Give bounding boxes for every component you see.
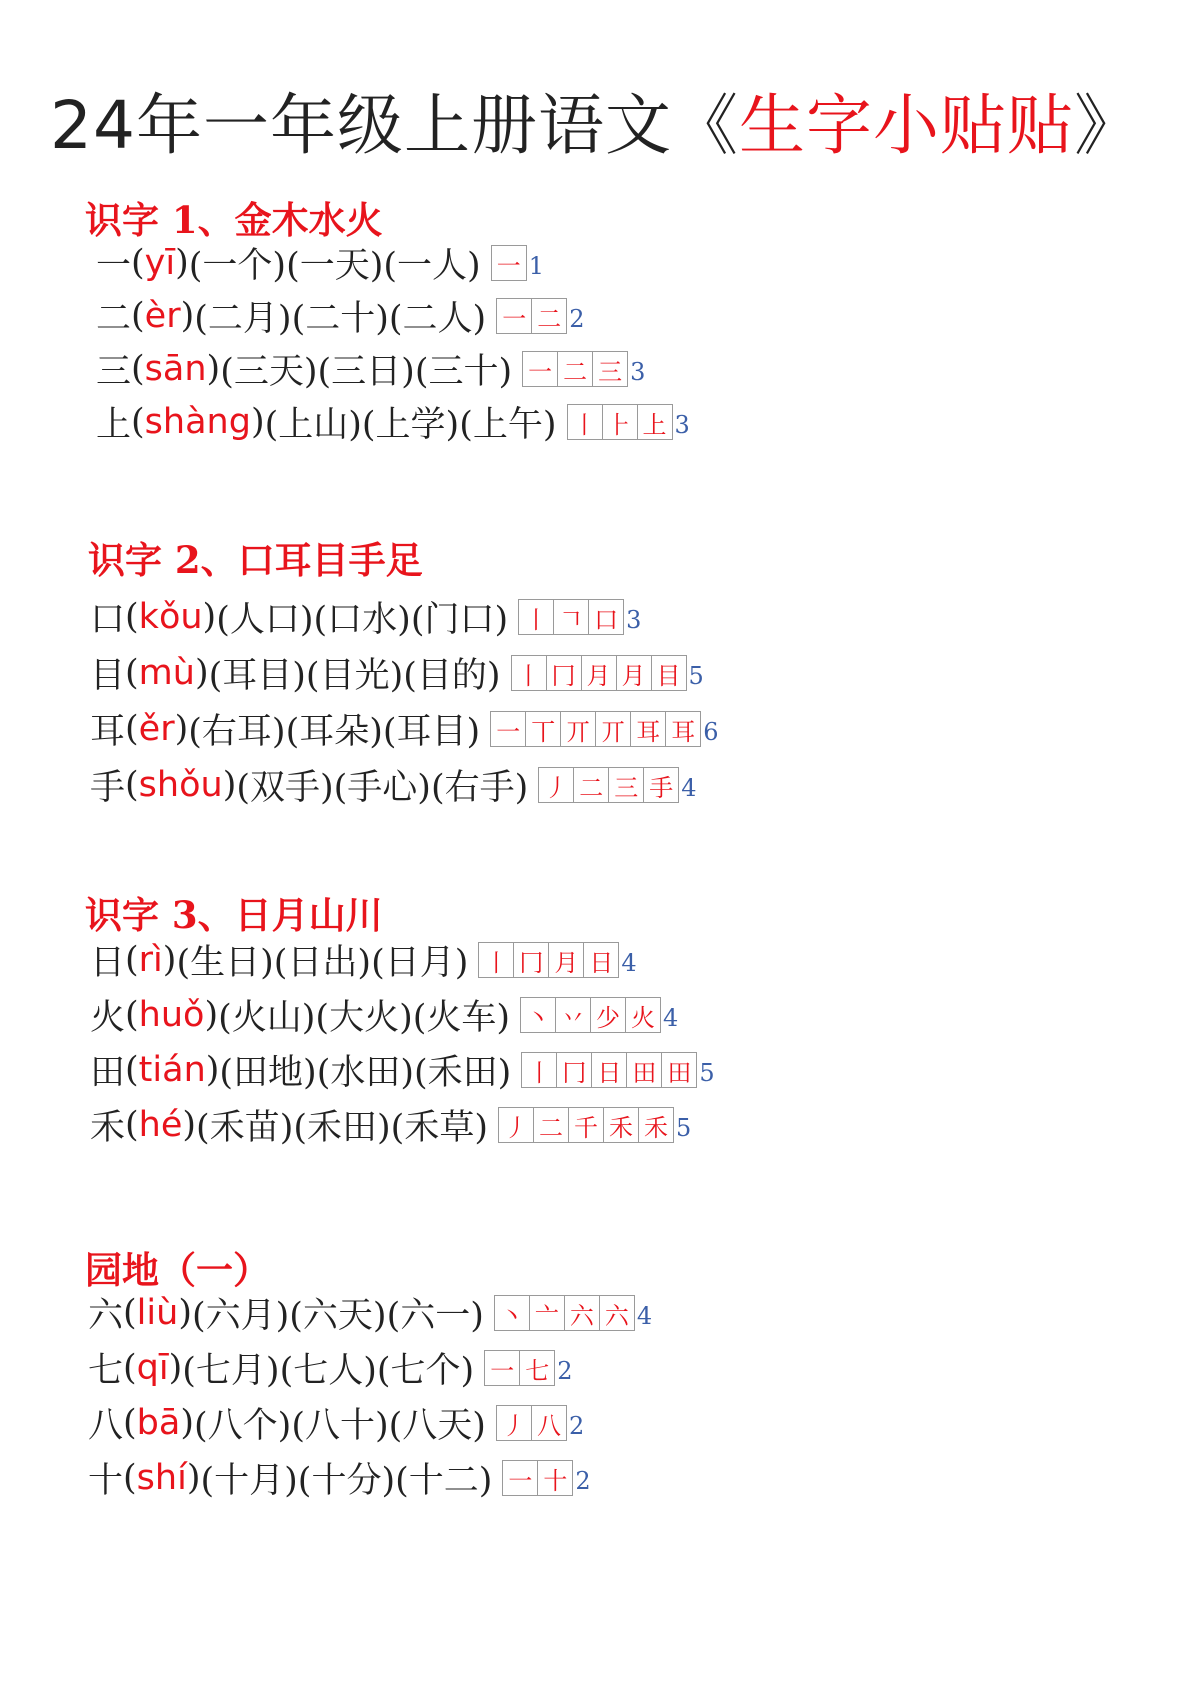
pinyin: hé [138,1105,183,1145]
word-group: (双手) [236,768,334,808]
character: 三 [96,352,132,392]
stroke-box [638,1107,674,1143]
word-group: (右耳) [188,712,286,752]
paren-close: ) [180,296,195,336]
stroke-glyph: 𠃍 [559,605,584,634]
pinyin: liù [136,1293,179,1333]
word-group: (上午) [459,405,557,445]
stroke-box [518,599,554,635]
pinyin: ěr [138,709,175,749]
stroke-box [661,1052,697,1088]
pinyin: sān [144,349,207,389]
word-group: (日出) [273,943,372,983]
character-row [90,1100,691,1150]
paren-close: ) [162,940,177,980]
character: 口 [90,600,126,640]
stroke-glyph: 六 [604,1301,629,1330]
word-group: (火车) [412,998,511,1038]
character-entry [96,291,486,341]
stroke-box [529,1295,565,1331]
stroke-box [590,997,626,1033]
stroke-glyph: 丨 [527,1058,552,1087]
stroke-box [522,351,558,387]
stroke-order-boxes [494,1295,634,1331]
word-group: (耳朵) [285,712,383,752]
pinyin: qī [136,1348,169,1388]
word-group: (田地) [219,1053,317,1093]
word-group: (三天) [220,352,318,392]
stroke-count: 4 [636,1302,653,1330]
stroke-order-boxes [496,298,566,334]
paren-close: ) [205,1050,220,1090]
stroke-glyph: 田 [632,1058,657,1087]
paren-close: ) [186,1458,201,1498]
character: 上 [96,405,132,445]
word-group: (目的) [403,656,501,696]
stroke-box [643,767,679,803]
stroke-glyph: 目 [656,661,681,690]
stroke-box [626,1052,662,1088]
word-group: (十二) [395,1461,493,1501]
character-entry [90,1045,511,1095]
stroke-box [588,599,624,635]
stroke-box [567,404,603,440]
character-row [90,990,678,1040]
stroke-box [511,655,547,691]
word-group: (三日) [317,352,415,392]
stroke-box [573,767,609,803]
pinyin: bā [136,1403,181,1443]
stroke-box [599,1295,635,1331]
stroke-count: 4 [621,949,637,977]
word-group: (二十) [291,299,389,339]
stroke-glyph: 十 [543,1466,568,1495]
stroke-glyph: 月 [554,948,579,977]
paren-open: ( [123,1293,137,1333]
paren-open: ( [131,349,145,389]
word-group: (目光) [305,656,404,696]
character-row [96,397,690,447]
stroke-order-boxes [521,1052,696,1088]
paren-close: ) [250,402,265,442]
stroke-box [637,404,673,440]
stroke-box [494,1295,530,1331]
stroke-glyph: 三 [598,357,623,386]
section-heading: 园地（一） [85,1248,270,1292]
paren-close: ) [175,243,189,283]
stroke-glyph: 手 [649,773,674,802]
character: 禾 [90,1108,126,1148]
stroke-count: 3 [630,358,646,386]
character-entry [88,1288,484,1338]
pinyin: rì [138,940,163,980]
stroke-order-boxes [478,942,618,978]
stroke-glyph: 六 [569,1301,594,1330]
stroke-box [595,711,631,747]
pinyin: èr [144,296,181,336]
stroke-count: 1 [528,252,544,280]
word-group: (耳目) [382,712,481,752]
stroke-glyph: 冂 [562,1058,587,1087]
stroke-box [553,599,589,635]
stroke-box [533,1107,569,1143]
paren-open: ( [123,1403,137,1443]
stroke-count: 5 [675,1114,692,1142]
paren-close: ) [204,995,219,1035]
character-row [90,760,697,810]
stroke-glyph: 月 [586,661,611,690]
word-group: (八个) [194,1406,292,1446]
stroke-glyph: 日 [589,948,614,977]
stroke-box [583,942,619,978]
stroke-order-boxes [490,711,700,747]
word-group: (门口) [410,600,509,640]
paren-open: ( [131,296,145,336]
word-group: (生日) [176,943,274,983]
paren-open: ( [123,1348,137,1388]
stroke-box [665,711,701,747]
stroke-box [557,351,593,387]
character-row [90,648,704,698]
stroke-glyph: 丶 [526,1003,551,1032]
stroke-box [555,997,591,1033]
word-group: (口水) [313,600,411,640]
stroke-box [496,298,532,334]
word-group: (一个) [188,246,287,286]
stroke-glyph: 冂 [551,661,576,690]
character-entry [90,592,508,642]
stroke-box [521,1052,557,1088]
paren-open: ( [125,765,139,805]
paren-open: ( [125,940,139,980]
character: 耳 [90,712,126,752]
stroke-glyph: 丨 [516,661,541,690]
paren-open: ( [131,243,145,283]
character: 手 [90,768,126,808]
stroke-glyph: 千 [573,1113,598,1142]
pinyin: tián [138,1050,206,1090]
word-group: (七月) [182,1351,280,1391]
stroke-glyph: 二 [538,1113,563,1142]
stroke-box [502,1460,538,1496]
stroke-box [513,942,549,978]
pinyin: shǒu [138,765,223,805]
character-entry [88,1343,474,1393]
word-group: (禾田) [293,1108,391,1148]
pinyin: huǒ [138,995,205,1035]
stroke-box [592,351,628,387]
stroke-glyph: 丨 [484,948,509,977]
stroke-glyph: 一 [496,251,521,280]
pinyin: shàng [144,402,251,442]
stroke-glyph: 亠 [534,1301,559,1330]
character: 田 [90,1053,126,1093]
stroke-box [484,1350,520,1386]
paren-open: ( [131,402,145,442]
stroke-glyph: 丌 [566,717,591,746]
stroke-glyph: 三 [614,773,639,802]
word-group: (日月) [371,943,469,983]
stroke-glyph: 丨 [524,605,549,634]
stroke-box [625,997,661,1033]
character-entry [90,935,468,985]
character: 八 [88,1406,124,1446]
stroke-box [519,1350,555,1386]
stroke-glyph: 上 [642,410,667,439]
stroke-box [538,767,574,803]
stroke-order-boxes [498,1107,673,1143]
character: 七 [88,1351,124,1391]
character-row [88,1343,573,1393]
character: 日 [90,943,126,983]
stroke-order-boxes [511,655,686,691]
pinyin: yī [144,243,176,283]
stroke-order-boxes [538,767,678,803]
page-title [0,72,1191,167]
stroke-count: 2 [569,305,585,333]
stroke-box [603,1107,639,1143]
character-entry [96,238,481,288]
stroke-box [496,1405,532,1441]
stroke-box [520,997,556,1033]
stroke-box [560,711,596,747]
stroke-glyph: 丿 [501,1411,526,1440]
paren-close: ) [194,653,209,693]
character-row [90,704,718,754]
character-row [88,1288,652,1338]
word-group: (耳目) [208,656,306,696]
section-heading: 识字 1、金木水火 [85,198,383,242]
paren-open: ( [125,709,139,749]
paren-close: ) [182,1105,197,1145]
word-group: (禾草) [390,1108,488,1148]
stroke-box [591,1052,627,1088]
paren-close: ) [202,597,217,637]
stroke-glyph: 八 [536,1411,561,1440]
stroke-glyph: 丅 [531,717,556,746]
paren-close: ) [178,1293,192,1333]
stroke-glyph: 日 [597,1058,622,1087]
stroke-count: 2 [575,1467,591,1495]
stroke-box [556,1052,592,1088]
word-group: (十分) [297,1461,396,1501]
stroke-box [616,655,652,691]
character-entry [90,760,528,810]
word-group: (水田) [316,1053,415,1093]
stroke-box [630,711,666,747]
stroke-glyph: 丶 [499,1301,524,1330]
character-entry [90,704,480,754]
stroke-glyph: 禾 [608,1113,633,1142]
stroke-count: 2 [568,1412,585,1440]
character-entry [96,344,512,394]
stroke-box [490,711,526,747]
stroke-count: 3 [674,411,690,439]
stroke-glyph: 田 [667,1058,692,1087]
stroke-box [537,1460,573,1496]
pinyin: mù [138,653,195,693]
paren-open: ( [125,995,139,1035]
word-group: (大火) [315,998,413,1038]
stroke-count: 5 [699,1059,715,1087]
paren-close: ) [174,709,189,749]
section-heading: 识字 2、口耳目手足 [88,538,423,582]
stroke-box [478,942,514,978]
character: 二 [96,299,132,339]
character-row [90,935,637,985]
stroke-glyph: 禾 [643,1113,668,1142]
stroke-glyph: 耳 [671,717,696,746]
word-group: (八十) [291,1406,389,1446]
character-entry [88,1398,486,1448]
stroke-glyph: 丨 [572,410,597,439]
stroke-order-boxes [502,1460,572,1496]
paren-close: ) [206,349,221,389]
section-heading: 识字 3、日月山川 [85,893,383,937]
word-group: (上学) [361,405,460,445]
title-highlight: 生字小贴贴 [738,87,1074,164]
word-group: (七个) [376,1351,475,1391]
stroke-glyph: 火 [631,1003,656,1032]
stroke-count: 4 [663,1004,679,1032]
word-group: (八天) [388,1406,486,1446]
character: 十 [88,1461,124,1501]
paren-open: ( [123,1458,137,1498]
word-group: (一天) [286,246,384,286]
character-row [90,1045,715,1095]
character-row [96,238,544,288]
stroke-count: 2 [557,1357,573,1385]
stroke-box [581,655,617,691]
word-group: (一人) [383,246,481,286]
stroke-count: 6 [703,718,719,746]
stroke-glyph: ⺊ [607,410,632,439]
stroke-glyph: 一 [496,717,521,746]
paren-close: ) [180,1403,194,1443]
stroke-order-boxes [518,599,623,635]
word-group: (禾田) [414,1053,512,1093]
character: 六 [88,1296,124,1336]
word-group: (二月) [194,299,292,339]
character-entry [90,648,501,698]
character-entry [90,1100,488,1150]
pinyin: kǒu [138,597,203,637]
word-group: (十月) [200,1461,298,1501]
stroke-count: 4 [681,774,697,802]
stroke-box [608,767,644,803]
character-entry [96,397,557,447]
stroke-glyph: 丷 [561,1003,586,1032]
word-group: (六月) [191,1296,290,1336]
word-group: (手心) [333,768,431,808]
stroke-glyph: 一 [490,1356,515,1385]
stroke-glyph: 耳 [636,717,661,746]
stroke-glyph: 少 [596,1003,621,1032]
stroke-glyph: 丿 [544,773,569,802]
stroke-box [568,1107,604,1143]
word-group: (二人) [388,299,487,339]
stroke-box [531,298,567,334]
paren-open: ( [125,1050,139,1090]
title-close: 》 [1073,87,1141,164]
stroke-box [498,1107,534,1143]
word-group: (火山) [218,998,316,1038]
stroke-box [602,404,638,440]
title-main: 24年一年级上册语文《 [50,87,739,164]
stroke-order-boxes [522,351,627,387]
word-group: (六天) [289,1296,387,1336]
character-row [96,344,645,394]
word-group: (六一) [386,1296,484,1336]
paren-open: ( [125,1105,139,1145]
word-group: (上山) [264,405,362,445]
stroke-glyph: 丿 [503,1113,528,1142]
word-group: (七人) [279,1351,377,1391]
stroke-count: 3 [626,606,642,634]
character: 火 [90,998,126,1038]
stroke-order-boxes [496,1405,566,1441]
word-group: (右手) [430,768,529,808]
character-entry [88,1453,492,1503]
stroke-box [525,711,561,747]
stroke-order-boxes [491,245,526,281]
character-row [96,291,584,341]
stroke-glyph: 七 [525,1356,550,1385]
stroke-box [491,245,527,281]
character: 目 [90,656,126,696]
character-row [88,1398,584,1448]
character: 一 [96,246,132,286]
paren-open: ( [125,597,139,637]
stroke-box [546,655,582,691]
stroke-glyph: 一 [528,357,553,386]
stroke-box [564,1295,600,1331]
stroke-order-boxes [484,1350,554,1386]
stroke-glyph: 二 [579,773,604,802]
paren-open: ( [125,653,139,693]
character-entry [90,990,510,1040]
stroke-glyph: 冂 [519,948,544,977]
word-group: (禾苗) [196,1108,294,1148]
stroke-order-boxes [520,997,660,1033]
pinyin: shí [136,1458,187,1498]
paren-close: ) [168,1348,183,1388]
stroke-glyph: 一 [508,1466,533,1495]
character-row [90,592,641,642]
stroke-glyph: 丌 [601,717,626,746]
stroke-glyph: 一 [502,304,527,333]
stroke-order-boxes [567,404,672,440]
stroke-glyph: 二 [537,304,562,333]
stroke-box [651,655,687,691]
stroke-glyph: 口 [594,605,619,634]
stroke-glyph: 二 [563,357,588,386]
paren-close: ) [222,765,237,805]
character-row [88,1453,591,1503]
stroke-glyph: 月 [621,661,646,690]
word-group: (人口) [216,600,314,640]
stroke-count: 5 [688,662,704,690]
stroke-box [548,942,584,978]
word-group: (三十) [414,352,513,392]
stroke-box [531,1405,567,1441]
